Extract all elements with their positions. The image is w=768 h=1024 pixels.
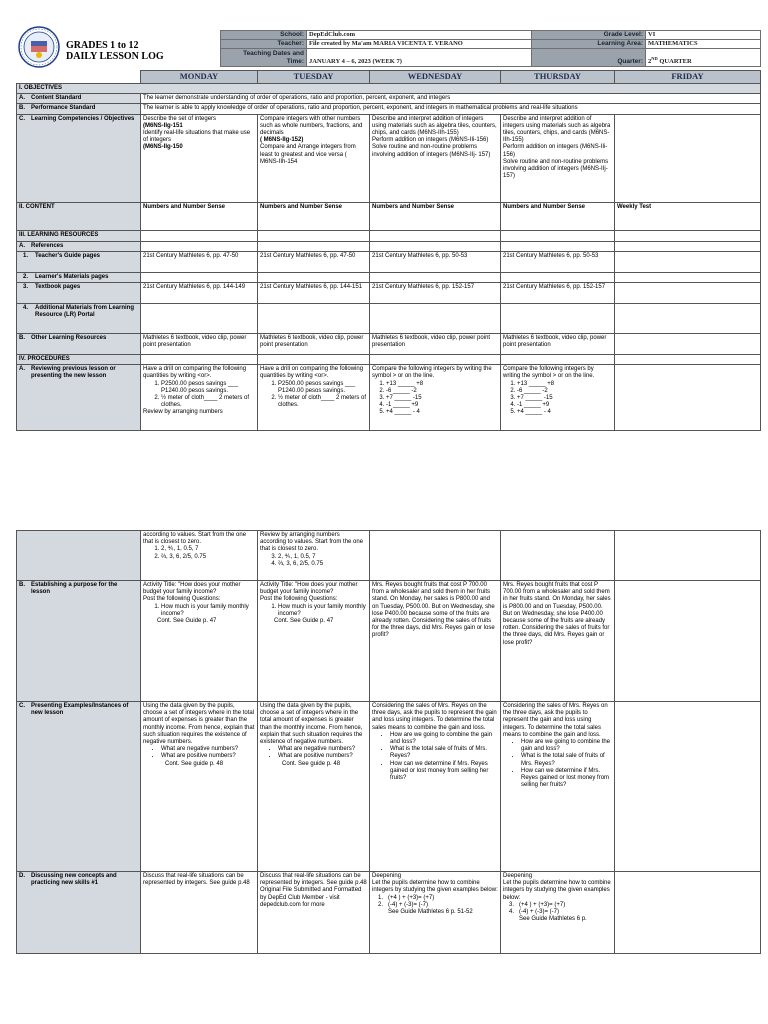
competency-line: Solve routine and non-routine problems involving addition of integers (M6NS-IIj- 157) [503, 158, 609, 180]
example-num: 2. [378, 901, 384, 908]
content-wednesday: Numbers and Number Sense [370, 202, 501, 230]
example-num: 4. [509, 909, 515, 916]
arrange-item: 2. ⅔, 3, 6, 2/5, 0.75 [161, 554, 255, 561]
procedures-heading-row [17, 355, 761, 365]
procedure-d-label [17, 872, 141, 954]
teachers-guide-row [17, 251, 761, 272]
lesson-log-table [16, 70, 761, 431]
procedure-c-letter: C. [19, 703, 25, 709]
presentation-question: • What are positive numbers? [278, 753, 367, 760]
procedure-a-continued-row [17, 531, 761, 581]
teachers-guide-label [17, 251, 141, 272]
references-text: References [31, 242, 64, 249]
activity-questions-label: Post the following Questions: [143, 596, 221, 603]
procedure-d-row [17, 872, 761, 954]
compare-item: 2. -6 _____ -2 [517, 388, 612, 395]
guide-reference: Cont. See guide p. 48 [165, 760, 224, 767]
lesson-log-page-2 [16, 530, 760, 954]
dates-label-line1: Teaching Dates and [243, 49, 304, 57]
procedure-a-cont-tuesday [258, 531, 370, 581]
presentation-question-list [143, 746, 255, 760]
procedure-c-text: Presenting Examples/Instances of new lesson [31, 703, 129, 717]
competencies-row [17, 114, 761, 202]
log-title-line1: GRADES 1 to 12 [66, 40, 139, 51]
arrange-text: according to values. Start from the one that is closest to zero. [143, 532, 247, 546]
deped-seal-icon [18, 26, 60, 68]
content-thursday: Numbers and Number Sense [501, 202, 615, 230]
procedure-a-thursday [501, 365, 615, 431]
example-num: 3. [509, 901, 515, 908]
procedure-d-text: Discussing new concepts and practicing new skills #1 [31, 873, 117, 887]
other-resources-label [17, 334, 141, 355]
content-standard-letter: A. [19, 95, 25, 102]
competencies-text: Learning Competencies / Objectives [31, 115, 135, 122]
arrange-item: 3. 2, ⅘, 1, 0.5, 7 [278, 554, 367, 561]
performance-standard-text: Performance Standard [31, 105, 96, 112]
drill-item: 1. P2500.00 pesos savings ___ P1240.00 pesos savings. [278, 381, 367, 395]
procedure-c-wednesday [370, 702, 501, 872]
drill-item: 2. ½ meter of cloth____ 2 meters of clothes. [161, 395, 255, 409]
log-title-line2: DAILY LESSON LOG [66, 51, 164, 62]
procedure-b-tuesday [258, 581, 370, 702]
activity-title: Activity Title: "How does your mother budget your family income? [260, 582, 358, 596]
presentation-question: • How are we going to combine the gain and loss? [521, 739, 612, 753]
drill-item: 1. P2500.00 pesos savings ___ P1240.00 pesos savings. [161, 381, 255, 395]
performance-standard-label [17, 104, 141, 114]
activity-question: 1. How much is your family monthly income? [161, 604, 255, 618]
compare-item: 1. +13 _____ +8 [386, 381, 498, 388]
dates-label [221, 49, 307, 67]
other-resources-text: Other Learning Resources [31, 335, 107, 342]
activity-question: 1. How much is your family monthly income? [278, 604, 367, 618]
compare-item: 5. +4 _____ - 4 [517, 409, 612, 416]
procedure-a-letter: A. [19, 366, 25, 373]
presentation-question: • What are negative numbers? [161, 746, 255, 753]
presentation-question: • How are we going to combine the gain and loss? [390, 732, 498, 746]
arrange-list [143, 546, 255, 560]
content-monday: Numbers and Number Sense [141, 202, 258, 230]
teacher-label: Teacher: [221, 40, 307, 49]
example-list [503, 902, 612, 916]
guide-reference: Cont. See guide p. 48 [282, 760, 341, 767]
presentation-text: Considering the sales of Mrs. Reyes on the three days, ask the pupils to represent the gain and loss using integers. To determine the total sales means to combine the gain and loss. [503, 703, 608, 738]
procedure-b-monday [141, 581, 258, 702]
textbook-tuesday: 21st Century Mathletes 6, pp. 144-151 [258, 283, 370, 304]
compare-list [372, 381, 498, 417]
drill-after: Review by arranging numbers [143, 409, 223, 416]
competencies-monday [141, 114, 258, 202]
compare-intro: Compare the following integers by writing the symbol > or on the line. [372, 366, 492, 380]
content-standard-text: Content Standard [31, 95, 82, 102]
learners-materials-text: Learner's Materials pages [35, 273, 109, 280]
procedure-b-wednesday: Mrs. Reyes bought fruits that cost P 700.00 from a wholesaler and sold them in her fruits stand. On Monday, her sales is P800.00 and on Tuesday, P500.00. But on Wednesday, she lose P400.00 because some of the fruits are already rotten. Considering the sales of fruits for the three days, did Mrs. Reyes gain or lose profit? [370, 581, 501, 702]
drill-intro: Have a drill on comparing the following quantities by writing <or>. [260, 366, 364, 380]
presentation-question-list [503, 739, 612, 789]
references-row [17, 241, 761, 251]
textbook-row [17, 283, 761, 304]
guide-reference: See Guide Mathletes 6 p. 51-52 [388, 909, 473, 916]
content-standard-label [17, 94, 141, 104]
procedure-a-monday [141, 365, 258, 431]
compare-item: 4. -1 _____ +9 [517, 402, 612, 409]
procedure-d-thursday [501, 872, 615, 954]
presentation-question: • What are negative numbers? [278, 746, 367, 753]
example-item [509, 909, 612, 916]
deepening-text: Let the pupils determine how to combine integers by studying the given examples below: [503, 880, 611, 901]
competencies-letter: C. [19, 115, 25, 122]
teachers-guide-text: Teacher's Guide pages [35, 252, 101, 259]
arrange-item: 1. 2, ⅘, 1, 0.5, 7 [161, 546, 255, 553]
deepening-text: Let the pupils determine how to combine integers by studying the given examples below: [372, 880, 498, 894]
activity-question-list [143, 604, 255, 618]
other-resources-tuesday: Mathletes 6 textbook, video clip, power point presentation [258, 334, 370, 355]
day-header-wednesday: WEDNESDAY [370, 71, 501, 84]
content-standard-value: The learner demonstrate understanding of order of operations, ratio and proportion, percent, exponent, and integers [141, 94, 761, 104]
learners-materials-num: 2. [23, 273, 29, 280]
deepening-title: Deepening [372, 873, 402, 879]
compare-item: 5. +4 _____ - 4 [386, 409, 498, 416]
other-resources-monday: Mathletes 6 textbook, video clip, power point presentation [141, 334, 258, 355]
teachers-guide-num: 1. [23, 252, 29, 259]
textbook-num: 3. [23, 284, 29, 291]
textbook-label [17, 283, 141, 304]
day-header-thursday: THURSDAY [501, 71, 615, 84]
day-header-tuesday: TUESDAY [258, 71, 370, 84]
presentation-question: • What is the total sale of fruits of Mrs. Reyes? [390, 746, 498, 760]
competency-code: ( M6NS-IIg-152) [260, 137, 304, 144]
learners-materials-row [17, 272, 761, 282]
procedure-d-monday: Discuss that real-life situations can be represented by integers. See guide p.48 [141, 872, 258, 954]
dates-value: JANUARY 4 – 6, 2023 (WEEK 7) [307, 49, 532, 67]
competency-line: Identify real-life situations that make use of integers [143, 130, 251, 144]
procedure-c-row [17, 702, 761, 872]
arrange-text: Review by arranging numbers according to values. Start from the one that is closest to zero. [260, 532, 364, 553]
example-expr: (+4 ) + (+3)= (+7) [519, 901, 566, 908]
objectives-heading: I. OBJECTIVES [17, 84, 761, 94]
teachers-guide-wednesday: 21st Century Mathletes 6, pp. 50-53 [370, 251, 501, 272]
presentation-text: Using the data given by the pupils, choose a set of integers where in the total amount of expenses is greater than the monthly income. From hence, explain that such situation requires the existence of negative numbers. [143, 703, 255, 746]
procedure-c-thursday [501, 702, 615, 872]
competency-line: Describe the set of integers [143, 115, 217, 122]
example-list [372, 895, 498, 909]
content-row [17, 202, 761, 230]
textbook-wednesday: 21st Century Mathletes 6, pp. 152-157 [370, 283, 501, 304]
arrange-item: 4. ⅔, 3, 6, 2/5, 0.75 [278, 561, 367, 568]
days-header-row [17, 71, 761, 84]
procedure-d-letter: D. [19, 873, 25, 879]
day-header-monday: MONDAY [141, 71, 258, 84]
school-value: DepEdClub.com [307, 31, 532, 40]
compare-item: 2. -6 _____ -2 [386, 388, 498, 395]
other-resources-row [17, 334, 761, 355]
presentation-question-list [260, 746, 367, 760]
textbook-text: Textbook pages [35, 284, 81, 291]
competency-line: Perform addition on integers (M6NS-IIi-156) [372, 137, 489, 144]
school-label: School: [221, 31, 307, 40]
content-standard-row [17, 94, 761, 104]
compare-item: 3. +7 _____ -15 [517, 395, 612, 402]
drill-list [143, 381, 255, 410]
competency-line: Perform addition on integers (M6NS-IIi-156) [503, 144, 608, 158]
procedure-d-tuesday: Discuss that real-life situations can be represented by integers. See guide p.48 Original File Submitted and Formatted by DepEd Club Member - visit depedclub.com for more [258, 872, 370, 954]
area-label: Learning Area: [532, 40, 646, 49]
presentation-question: • What are positive numbers? [161, 753, 255, 760]
competency-code: (M6NS-IIg-151 [143, 122, 183, 129]
lr-portal-row [17, 304, 761, 334]
textbook-monday: 21st Century Mathletes 6, pp. 144-149 [141, 283, 258, 304]
header-info-table [220, 30, 761, 67]
other-resources-thursday: Mathletes 6 textbook, video clip, power point presentation [501, 334, 615, 355]
compare-item: 4. -1 _____ +9 [386, 402, 498, 409]
presentation-text: Using the data given by the pupils, choose a set of integers where in the total amount of expenses is greater than the monthly income. From hence, explain that such situation requires the existence of negative numbers. [260, 703, 363, 746]
log-header [16, 24, 760, 70]
competency-code: (M6NS-IIg-150 [143, 144, 183, 151]
presentation-question: • What is the total sale of fruits of Mrs. Reyes? [521, 753, 612, 767]
area-value: MATHEMATICS [646, 40, 761, 49]
drill-list [260, 381, 367, 410]
example-expr: (-4) + (-3)= (-7) [519, 909, 560, 916]
presentation-question: • How can we determine if Mrs. Reyes gained or lost money from selling her fruits? [390, 761, 498, 783]
performance-standard-value: The learner is able to apply knowledge of order of operations, ratio and proportion, percent, exponent, and integers in mathematical problems and real-life situations [141, 104, 761, 114]
grade-label: Grade Level: [532, 31, 646, 40]
procedure-d-wednesday [370, 872, 501, 954]
performance-standard-letter: B. [19, 105, 25, 112]
quarter-word: QUARTER [659, 58, 692, 65]
teachers-guide-thursday: 21st Century Mathletes 6, pp. 50-53 [501, 251, 615, 272]
drill-intro: Have a drill on comparing the following quantities by writing <or>. [143, 366, 247, 380]
competency-line: Compare integers with other numbers such as whole numbers, fractions, and decimals [260, 115, 363, 137]
example-item [509, 902, 612, 909]
performance-standard-row [17, 104, 761, 114]
log-title [66, 40, 164, 62]
deepening-title: Deepening [503, 873, 533, 879]
example-num: 1. [378, 894, 384, 901]
procedure-a-text: Reviewing previous lesson or presenting the new lesson [31, 366, 116, 380]
procedure-b-thursday: Mrs. Reyes bought fruits that cost P 700.00 from a wholesaler and sold them in her fruits stand. On Monday, her sales is P800.00 and on Tuesday, P500.00. But on Wednesday, she lose P400.00 because some of the fruits are already rotten. Considering the sales of fruits for the three days, did Mrs. Reyes gain or lose profit? [501, 581, 615, 702]
activity-title: Activity Title: "How does your mother budget your family income? [143, 582, 241, 596]
procedure-b-text: Establishing a purpose for the lesson [31, 582, 118, 596]
compare-item: 3. +7 _____ -15 [386, 395, 498, 402]
resources-heading: III. LEARNING RESOURCES [17, 230, 141, 241]
content-heading: II. CONTENT [17, 202, 141, 230]
procedure-a-cont-monday [141, 531, 258, 581]
references-label [17, 241, 141, 251]
other-resources-letter: B. [19, 335, 25, 342]
lr-portal-text: Additional Materials from Learning Resource (LR) Portal [35, 305, 135, 319]
competency-line: Solve routine and non-routine problems involving addition of integers (M6NS-IIj- 157) [372, 144, 491, 158]
competency-line: Describe and interpret addition of integers using materials such as algebra tiles, counters, chips, and cards (M6NS-IIh-155) [503, 115, 611, 144]
procedure-a-wednesday [370, 365, 501, 431]
quarter-value [646, 49, 761, 67]
competencies-tuesday [258, 114, 370, 202]
procedures-heading: IV. PROCEDURES [17, 355, 141, 365]
activity-questions-label: Post the following Questions: [260, 596, 338, 603]
teachers-guide-tuesday: 21st Century Mathletes 6, pp. 47-50 [258, 251, 370, 272]
resources-heading-row [17, 230, 761, 241]
guide-reference: Cont. See Guide p. 47 [274, 618, 334, 625]
grade-value: VI [646, 31, 761, 40]
procedure-a-label [17, 365, 141, 431]
procedure-c-monday [141, 702, 258, 872]
presentation-question-list [372, 732, 498, 782]
other-resources-wednesday: Mathletes 6 textbook, video clip, power point presentation [370, 334, 501, 355]
competencies-label [17, 114, 141, 202]
compare-list [503, 381, 612, 417]
competency-line: Describe and interpret addition of integers using materials such as algebra tiles, counters, chips, and cards (M6NS-IIh-155) [372, 115, 497, 137]
procedure-a-row [17, 365, 761, 431]
lesson-log-page-1 [16, 24, 760, 431]
procedure-c-tuesday [258, 702, 370, 872]
content-tuesday: Numbers and Number Sense [258, 202, 370, 230]
procedure-b-label [17, 581, 141, 702]
guide-reference: See Guide Mathletes 6 p. [519, 916, 587, 923]
lr-portal-num: 4. [23, 305, 29, 312]
day-header-friday: FRIDAY [615, 71, 761, 84]
objectives-heading-row [17, 84, 761, 94]
learners-materials-label [17, 272, 141, 282]
quarter-suffix: ND [651, 55, 658, 61]
content-friday: Weekly Test [615, 202, 761, 230]
quarter-number: 2 [648, 58, 652, 65]
procedure-b-row [17, 581, 761, 702]
presentation-text: Considering the sales of Mrs. Reyes on the three days, ask the pupils to represent the gain and loss using integers. To determine the total sales means to combine the gain and loss. [372, 703, 497, 731]
teachers-guide-monday: 21st Century Mathletes 6, pp. 47-50 [141, 251, 258, 272]
example-item [378, 902, 498, 909]
competencies-wednesday [370, 114, 501, 202]
guide-reference: Cont. See Guide p. 47 [157, 618, 217, 625]
corner-cell [17, 71, 141, 84]
quarter-label: Quarter: [532, 49, 646, 67]
compare-item: 1. +13 _____ +8 [517, 381, 612, 388]
teacher-value: File created by Ma'am MARIA VICENTA T. VERANO [307, 40, 532, 49]
textbook-thursday: 21st Century Mathletes 6, pp. 152-157 [501, 283, 615, 304]
example-expr: (-4) + (-3)= (-7) [388, 901, 429, 908]
arrange-list [260, 554, 367, 568]
dates-label-line2: Time: [286, 57, 304, 65]
compare-intro: Compare the following integers by writing the symbol > or on the line. [503, 366, 595, 380]
procedure-a-tuesday [258, 365, 370, 431]
lesson-log-table-continued [16, 530, 761, 954]
activity-question-list [260, 604, 367, 618]
procedure-b-letter: B. [19, 582, 25, 588]
competencies-friday [615, 114, 761, 202]
competency-line: Compare and Arrange integers from least to greatest and vice versa ( M6NS-IIh-154 [260, 144, 356, 165]
presentation-question: • How can we determine if Mrs. Reyes gained or lost money from selling her fruits? [521, 768, 612, 790]
lr-portal-label [17, 304, 141, 334]
references-letter: A. [19, 242, 25, 249]
procedure-c-label [17, 702, 141, 872]
example-item [378, 895, 498, 902]
drill-item: 2. ½ meter of cloth____ 2 meters of clothes. [278, 395, 367, 409]
competencies-thursday [501, 114, 615, 202]
example-expr: (+4 ) + (+3)= (+7) [388, 894, 435, 901]
